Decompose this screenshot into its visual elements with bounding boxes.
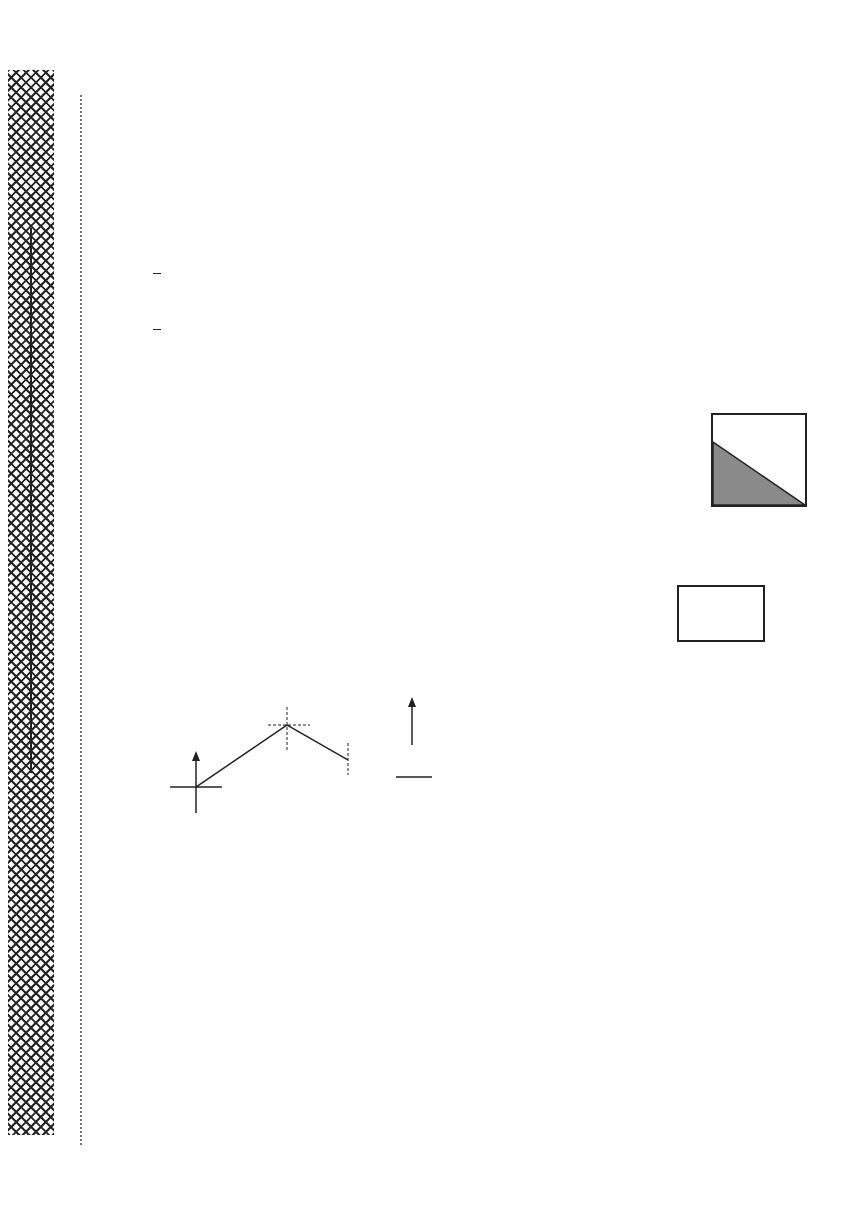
- q7-north-arrow-head: [408, 697, 416, 707]
- question-1: [150, 262, 164, 283]
- q7-route-to-xiaoyuan: [287, 725, 348, 760]
- question-2: [150, 318, 164, 339]
- q4-square-figure: [710, 412, 810, 508]
- q6-rectangle: [678, 586, 764, 641]
- binding-ruler: [0, 228, 32, 773]
- q10-approx-rectangle: [648, 1004, 818, 1084]
- q7-home-north-arrow: [192, 751, 200, 761]
- seal-dotted-line: [80, 95, 82, 1145]
- q1-fraction-numerator: [153, 273, 161, 274]
- q2-fraction-numerator: [153, 329, 161, 330]
- q2-fraction: [153, 329, 161, 330]
- q7-route-to-square: [196, 725, 287, 787]
- question-8: [150, 876, 328, 897]
- q10-divided-circle: [533, 1000, 643, 1110]
- q1-fraction: [153, 273, 161, 274]
- q7-route-map: [150, 695, 450, 815]
- q6-rectangle-figure: [676, 584, 768, 644]
